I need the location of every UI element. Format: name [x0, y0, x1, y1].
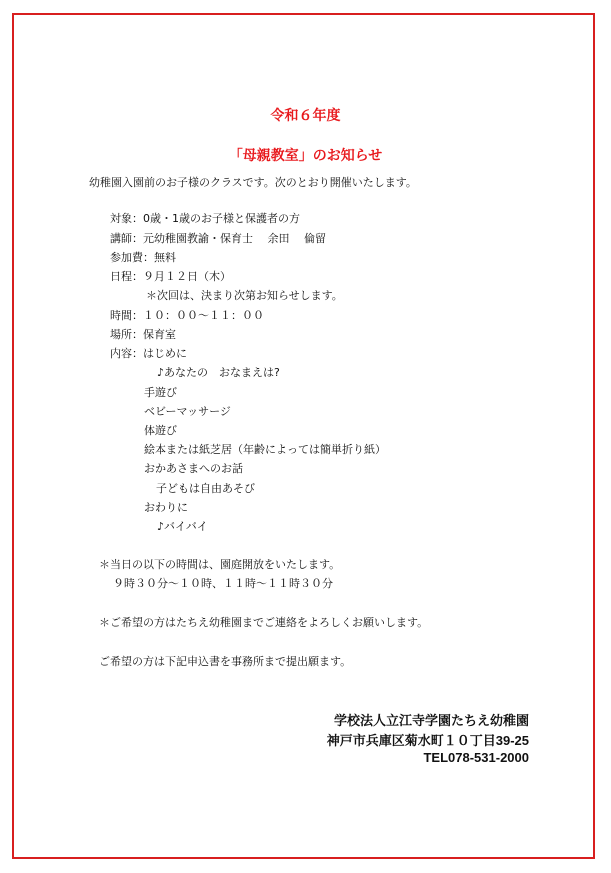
school-address: 神戸市兵庫区菊水町１０丁目39-25	[326, 733, 529, 748]
program-item: 手遊び	[144, 386, 177, 399]
fee-line: 参加費：無料	[110, 251, 176, 264]
program-item: おかあさまへのお話	[144, 462, 243, 475]
content-line: 内容：はじめに	[110, 347, 187, 360]
school-name: 学校法人立江寺学園たちえ幼稚園	[333, 713, 529, 728]
target-line: 対象：0歳・1歳のお子様と保護者の方	[110, 212, 300, 225]
program-item: ♪バイバイ	[157, 520, 208, 533]
apply-note: ご希望の方は下記申込書を事務所まで提出願ます。	[99, 655, 352, 668]
program-item: 体遊び	[144, 424, 177, 437]
program-item: ベビーマッサージ	[144, 405, 231, 418]
notice-year-title: 令和６年度	[270, 108, 341, 124]
intro-text: 幼稚園入園前のお子様のクラスです。次のとおり開催いたします。	[89, 176, 417, 189]
program-item: 子どもは自由あそび	[156, 482, 255, 495]
notice-title: 「母親教室」のお知らせ	[228, 148, 383, 164]
garden-open-note: ＊当日の以下の時間は、園庭開放をいたします。	[99, 558, 341, 571]
place-line: 場所：保育室	[110, 328, 176, 341]
lecturer-line: 講師：元幼稚園教諭・保育士 余田 倫留	[110, 232, 326, 245]
next-note-line: ＊次回は、決まり次第お知らせします。	[146, 289, 343, 302]
program-item: おわりに	[144, 501, 188, 514]
time-line: 時間：１０：００～１１：００	[110, 309, 264, 322]
school-tel: TEL078-531-2000	[423, 750, 529, 765]
program-item: 絵本または紙芝居（年齢によっては簡単折り紙）	[144, 443, 386, 456]
date-line: 日程：９月１２日（木）	[110, 270, 231, 283]
garden-open-times: ９時３０分～１０時、１１時～１１時３０分	[113, 577, 333, 590]
contact-note: ＊ご希望の方はたちえ幼稚園までご連絡をよろしくお願いします。	[99, 616, 429, 629]
program-item: ♪あなたの おなまえは?	[157, 366, 280, 379]
